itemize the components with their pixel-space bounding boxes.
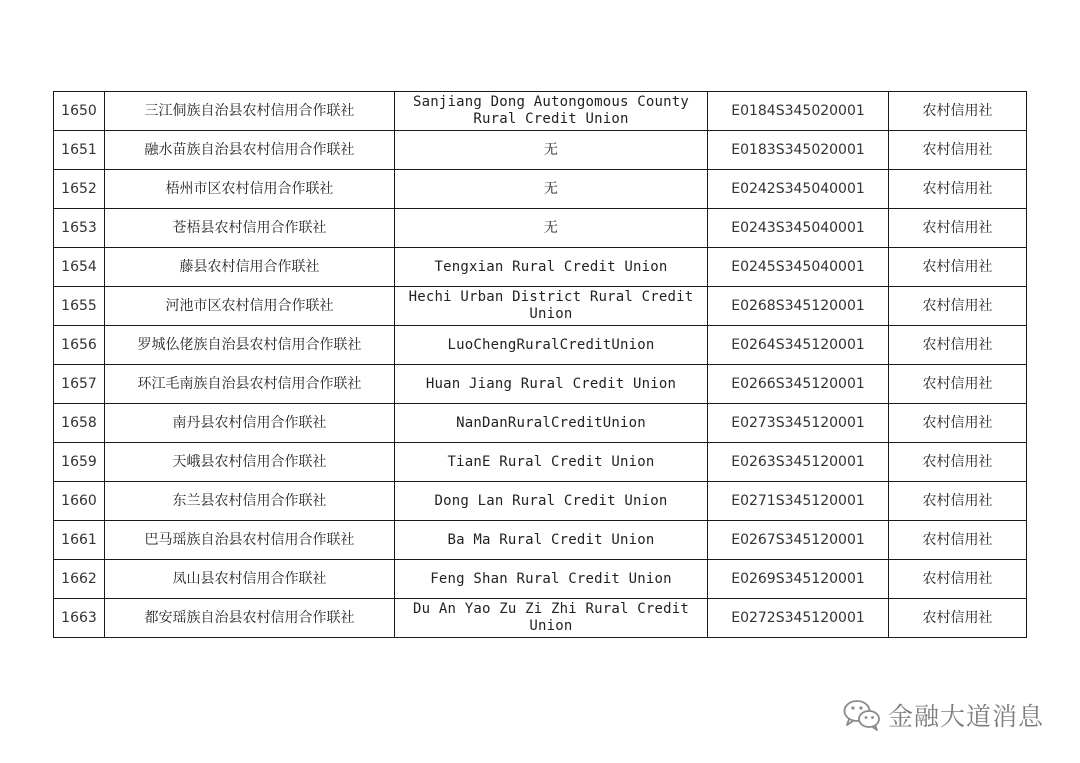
table-row	[54, 404, 1027, 443]
row-number: 1659	[54, 443, 105, 482]
table-row	[54, 482, 1027, 521]
chinese-name: 凤山县农村信用合作联社	[105, 560, 395, 599]
row-number: 1658	[54, 404, 105, 443]
english-name: LuoChengRuralCreditUnion	[395, 326, 708, 365]
institution-type: 农村信用社	[889, 443, 1027, 482]
table-row	[54, 287, 1027, 326]
wechat-icon	[842, 698, 882, 732]
english-name: Hechi Urban District Rural Credit Union	[395, 287, 708, 326]
chinese-name: 东兰县农村信用合作联社	[105, 482, 395, 521]
institution-type: 农村信用社	[889, 131, 1027, 170]
institution-type: 农村信用社	[889, 482, 1027, 521]
table-row	[54, 560, 1027, 599]
institution-type: 农村信用社	[889, 365, 1027, 404]
institution-code: E0272S345120001	[708, 599, 889, 638]
institution-code: E0243S345040001	[708, 209, 889, 248]
institution-code: E0268S345120001	[708, 287, 889, 326]
table-row	[54, 365, 1027, 404]
institution-type: 农村信用社	[889, 404, 1027, 443]
chinese-name: 苍梧县农村信用合作联社	[105, 209, 395, 248]
chinese-name: 梧州市区农村信用合作联社	[105, 170, 395, 209]
institution-type: 农村信用社	[889, 326, 1027, 365]
table-row	[54, 248, 1027, 287]
institution-code: E0245S345040001	[708, 248, 889, 287]
table-row	[54, 209, 1027, 248]
institution-code: E0273S345120001	[708, 404, 889, 443]
institution-code: E0184S345020001	[708, 92, 889, 131]
chinese-name: 环江毛南族自治县农村信用合作联社	[105, 365, 395, 404]
row-number: 1651	[54, 131, 105, 170]
row-number: 1656	[54, 326, 105, 365]
english-name: 无	[395, 131, 708, 170]
watermark-text: 金融大道消息	[887, 702, 1044, 731]
english-name: 无	[395, 170, 708, 209]
institution-type: 农村信用社	[889, 248, 1027, 287]
chinese-name: 都安瑶族自治县农村信用合作联社	[105, 599, 395, 638]
table-row	[54, 92, 1027, 131]
english-name: Sanjiang Dong Autongomous County Rural Credit Union	[395, 92, 708, 131]
institution-type: 农村信用社	[889, 92, 1027, 131]
institution-code: E0264S345120001	[708, 326, 889, 365]
row-number: 1662	[54, 560, 105, 599]
table-row	[54, 443, 1027, 482]
row-number: 1650	[54, 92, 105, 131]
table-row	[54, 599, 1027, 638]
table-row	[54, 326, 1027, 365]
institution-code: E0269S345120001	[708, 560, 889, 599]
english-name: Dong Lan Rural Credit Union	[395, 482, 708, 521]
row-number: 1663	[54, 599, 105, 638]
chinese-name: 罗城仫佬族自治县农村信用合作联社	[105, 326, 395, 365]
institution-code: E0263S345120001	[708, 443, 889, 482]
institution-type: 农村信用社	[889, 599, 1027, 638]
table-body	[54, 92, 1027, 638]
institution-type: 农村信用社	[889, 209, 1027, 248]
row-number: 1652	[54, 170, 105, 209]
row-number: 1661	[54, 521, 105, 560]
english-name: Tengxian Rural Credit Union	[395, 248, 708, 287]
row-number: 1660	[54, 482, 105, 521]
chinese-name: 藤县农村信用合作联社	[105, 248, 395, 287]
english-name: Du An Yao Zu Zi Zhi Rural Credit Union	[395, 599, 708, 638]
table-row	[54, 521, 1027, 560]
institution-code: E0266S345120001	[708, 365, 889, 404]
english-name: Ba Ma Rural Credit Union	[395, 521, 708, 560]
chinese-name: 南丹县农村信用合作联社	[105, 404, 395, 443]
chinese-name: 三江侗族自治县农村信用合作联社	[105, 92, 395, 131]
chinese-name: 河池市区农村信用合作联社	[105, 287, 395, 326]
chinese-name: 融水苗族自治县农村信用合作联社	[105, 131, 395, 170]
chinese-name: 巴马瑶族自治县农村信用合作联社	[105, 521, 395, 560]
institution-table	[53, 91, 1027, 638]
row-number: 1657	[54, 365, 105, 404]
watermark	[842, 697, 1044, 733]
institution-type: 农村信用社	[889, 521, 1027, 560]
english-name: Feng Shan Rural Credit Union	[395, 560, 708, 599]
institution-type: 农村信用社	[889, 560, 1027, 599]
institution-code: E0183S345020001	[708, 131, 889, 170]
row-number: 1653	[54, 209, 105, 248]
institution-code: E0242S345040001	[708, 170, 889, 209]
english-name: Huan Jiang Rural Credit Union	[395, 365, 708, 404]
institution-code: E0267S345120001	[708, 521, 889, 560]
table-row	[54, 131, 1027, 170]
institution-type: 农村信用社	[889, 170, 1027, 209]
institution-code: E0271S345120001	[708, 482, 889, 521]
english-name: NanDanRuralCreditUnion	[395, 404, 708, 443]
row-number: 1655	[54, 287, 105, 326]
institution-type: 农村信用社	[889, 287, 1027, 326]
english-name: TianE Rural Credit Union	[395, 443, 708, 482]
row-number: 1654	[54, 248, 105, 287]
table-row	[54, 170, 1027, 209]
english-name: 无	[395, 209, 708, 248]
chinese-name: 天峨县农村信用合作联社	[105, 443, 395, 482]
